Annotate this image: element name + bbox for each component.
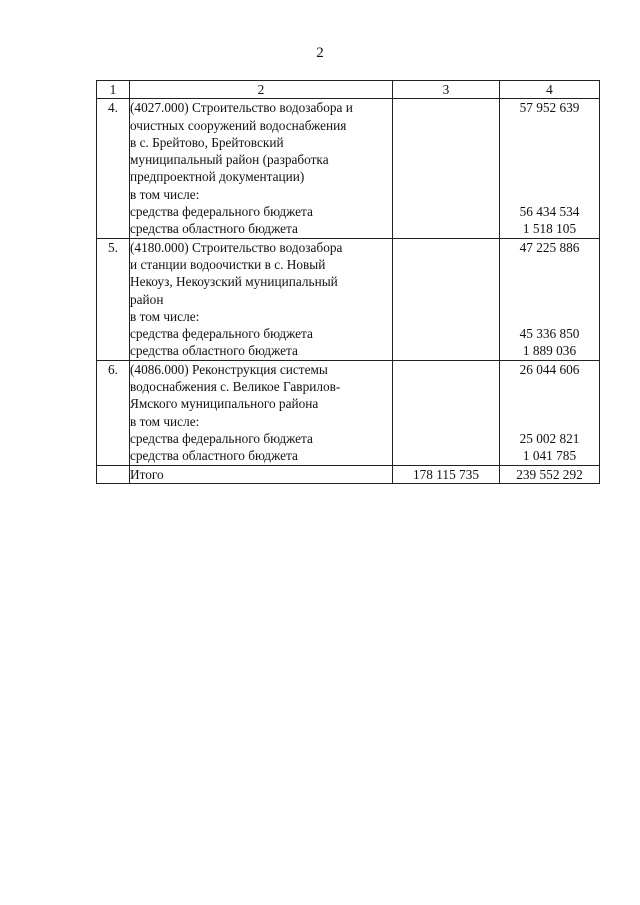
row-col4 [500, 238, 600, 360]
description-line: (4027.000) Строительство водозабора и [130, 100, 353, 116]
description-line: Ямского муниципального района [130, 396, 319, 412]
description-line: (4180.000) Строительство водозабора [130, 239, 343, 255]
amount-value [500, 256, 599, 273]
row-col3 [393, 238, 500, 360]
total-num-cell [97, 465, 130, 483]
amount-value: 26 044 606 [519, 361, 580, 377]
amount-value [500, 413, 599, 430]
row-number: 4. [97, 99, 130, 238]
amount-value [500, 308, 599, 325]
table-header-row [97, 81, 600, 99]
amount-value [500, 395, 599, 412]
description-line: в том числе: [130, 186, 200, 202]
row-col3 [393, 99, 500, 238]
row-col4 [500, 360, 600, 465]
row-col4 [500, 99, 600, 238]
description-line: водоснабжения с. Великое Гаврилов- [130, 379, 341, 395]
amount-value [500, 168, 599, 185]
amount-value [500, 117, 599, 134]
description-line: средства областного бюджета [130, 221, 298, 237]
amount-value: 1 518 105 [522, 221, 577, 237]
description-line: средства областного бюджета [130, 343, 298, 359]
row-col3 [393, 360, 500, 465]
total-label: Итого [130, 465, 393, 483]
amount-value [500, 186, 599, 203]
description-line: очистных сооружений водоснабжения [130, 117, 347, 133]
description-line: муниципальный район (разработка [130, 152, 329, 168]
amount-value: 45 336 850 [519, 326, 580, 342]
row-number: 5. [97, 238, 130, 360]
amount-value: 1 889 036 [522, 343, 577, 359]
description-line: район [130, 291, 164, 307]
amount-value: 56 434 534 [519, 204, 580, 220]
table-row [97, 238, 600, 360]
row-description [130, 238, 393, 360]
amount-value: 47 225 886 [519, 239, 580, 255]
description-line: Некоуз, Некоузский муниципальный [130, 274, 338, 290]
amount-value [500, 151, 599, 168]
description-line: средства областного бюджета [130, 448, 298, 464]
description-line: средства федерального бюджета [130, 326, 313, 342]
description-line: средства федерального бюджета [130, 204, 313, 220]
row-description [130, 360, 393, 465]
amount-value [500, 378, 599, 395]
column-header-2: 2 [130, 81, 393, 99]
row-number: 6. [97, 360, 130, 465]
page-number: 2 [316, 45, 324, 61]
total-col3-amount: 178 115 735 [393, 465, 500, 483]
column-header-1: 1 [97, 81, 130, 99]
description-line: в том числе: [130, 308, 200, 324]
row-description [130, 99, 393, 238]
description-line: и станции водоочистки в с. Новый [130, 256, 326, 272]
description-line: (4086.000) Реконструкция системы [130, 361, 328, 377]
amount-value: 57 952 639 [519, 100, 580, 116]
table-row [97, 360, 600, 465]
amount-value: 25 002 821 [519, 430, 580, 446]
total-col4-amount: 239 552 292 [500, 465, 600, 483]
amount-value [500, 291, 599, 308]
description-line: предпроектной документации) [130, 169, 305, 185]
amount-value [500, 134, 599, 151]
description-line: в с. Брейтово, Брейтовский [130, 134, 284, 150]
description-line: средства федерального бюджета [130, 430, 313, 446]
total-row [97, 465, 600, 483]
column-header-3: 3 [393, 81, 500, 99]
amount-value: 1 041 785 [522, 448, 577, 464]
amount-value [500, 273, 599, 290]
column-header-4: 4 [500, 81, 600, 99]
table-row [97, 99, 600, 238]
budget-table [96, 80, 600, 484]
description-line: в том числе: [130, 413, 200, 429]
